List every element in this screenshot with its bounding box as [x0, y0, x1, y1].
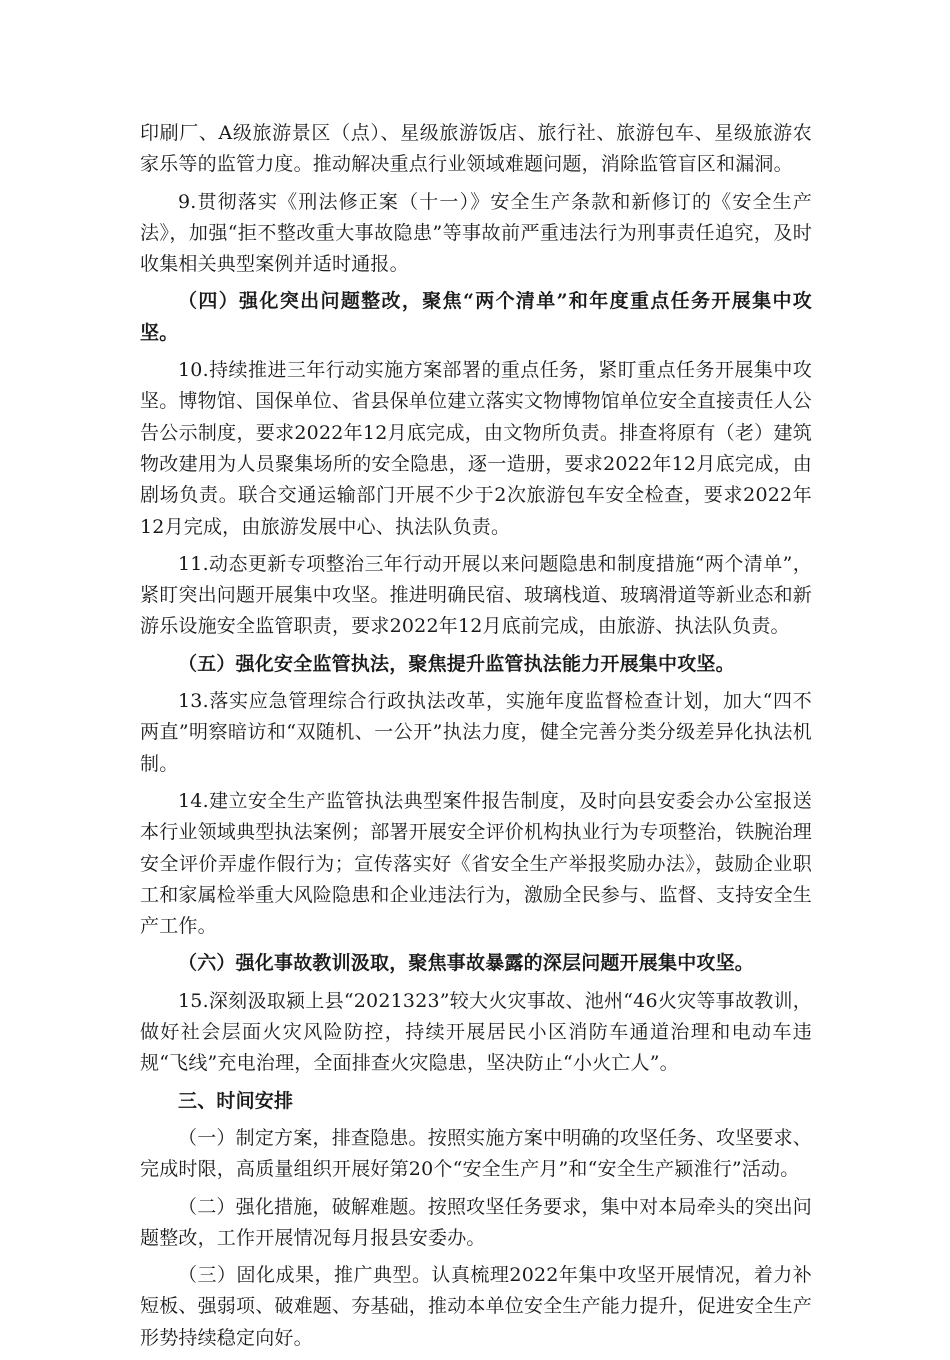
document-page: [140, 118, 812, 1360]
paragraph-item-11: 11.动态更新专项整治三年行动开展以来问题隐患和制度措施“两个清单”，紧盯突出问题开展集中攻坚。推进明确民宿、玻璃栈道、玻璃滑道等新业态和新游乐设施安全监管职责，要求2022年12月底前完成，由旅游、执法队负责。: [140, 552, 813, 638]
heading-section-4: （四）强化突出问题整改，聚焦“两个清单”和年度重点任务开展集中攻坚。: [140, 290, 812, 344]
paragraph-item-13: 13.落实应急管理综合行政执法改革，实施年度监督检查计划，加大“四不两直”明察暗访和“双随机、一公开”执法力度，健全完善分类分级差异化执法机制。: [140, 690, 812, 775]
paragraph-item-10: 10.持续推进三年行动实施方案部署的重点任务，紧盯重点任务开展集中攻坚。博物馆、国保单位、省县保单位建立落实文物博物馆单位安全直接责任人公告公示制度，要求2022年12月底完成，由文物所负责。排查将原有（老）建筑物改建用为人员聚集场所的安全隐患，逐一造册，要求2022年12月底完成，由剧场负责。联合交通运输部门开展不少于2次旅游包车安全检查，要求2022年12月完成，由旅游发展中心、执法队负责。: [140, 359, 813, 538]
paragraph-schedule-1: （一）制定方案，排查隐患。按照实施方案中明确的攻坚任务、攻坚要求、完成时限，高质量组织开展好第20个“安全生产月”和“安全生产颍淮行”活动。: [140, 1126, 812, 1181]
heading-section-6: （六）强化事故教训汲取，聚焦事故暴露的深层问题开展集中攻坚。: [178, 952, 755, 975]
paragraph-item-9: 9.贯彻落实《刑法修正案（十一）》安全生产条款和新修订的《安全生产法》，加强“拒不整改重大事故隐患”等事故前严重违法行为刑事责任追究，及时收集相关典型案例并适时通报。: [140, 190, 812, 276]
paragraph-schedule-3: （三）固化成果，推广典型。认真梳理2022年集中攻坚开展情况，着力补短板、强弱项、破难题、夯基础，推动本单位安全生产能力提升，促进安全生产形势持续稳定向好。: [140, 1264, 813, 1349]
paragraph-item-14: 14.建立安全生产监管执法典型案件报告制度，及时向县安委会办公室报送本行业领域典型执法案例；部署开展安全评价机构执业行为专项整治，铁腕治理安全评价弄虚作假行为；宣传落实好《省安全生产举报奖励办法》，鼓励企业职工和家属检举重大风险隐患和企业违法行为，激励全民参与、监督、支持安全生产工作。: [140, 789, 813, 938]
paragraph-item-15: 15.深刻汲取颍上县“2021323”较大火灾事故、池州“46火灾等事故教训，做好社会层面火灾风险防控，持续开展居民小区消防车通道治理和电动车违规“飞线”充电治理，全面排查火灾隐患，坚决防止“小火亡人”。: [140, 989, 812, 1075]
heading-section-5: （五）强化安全监管执法，聚焦提升监管执法能力开展集中攻坚。: [178, 652, 735, 675]
paragraph-continuation: 印刷厂、A级旅游景区（点）、星级旅游饭店、旅行社、旅游包车、星级旅游农家乐等的监管力度。推动解决重点行业领域难题问题，消除监管盲区和漏洞。: [140, 122, 812, 176]
section-title-schedule: 三、时间安排: [178, 1089, 294, 1112]
paragraph-schedule-2: （二）强化措施，破解难题。按照攻坚任务要求，集中对本局牵头的突出问题整改，工作开展情况每月报县安委办。: [140, 1195, 812, 1249]
